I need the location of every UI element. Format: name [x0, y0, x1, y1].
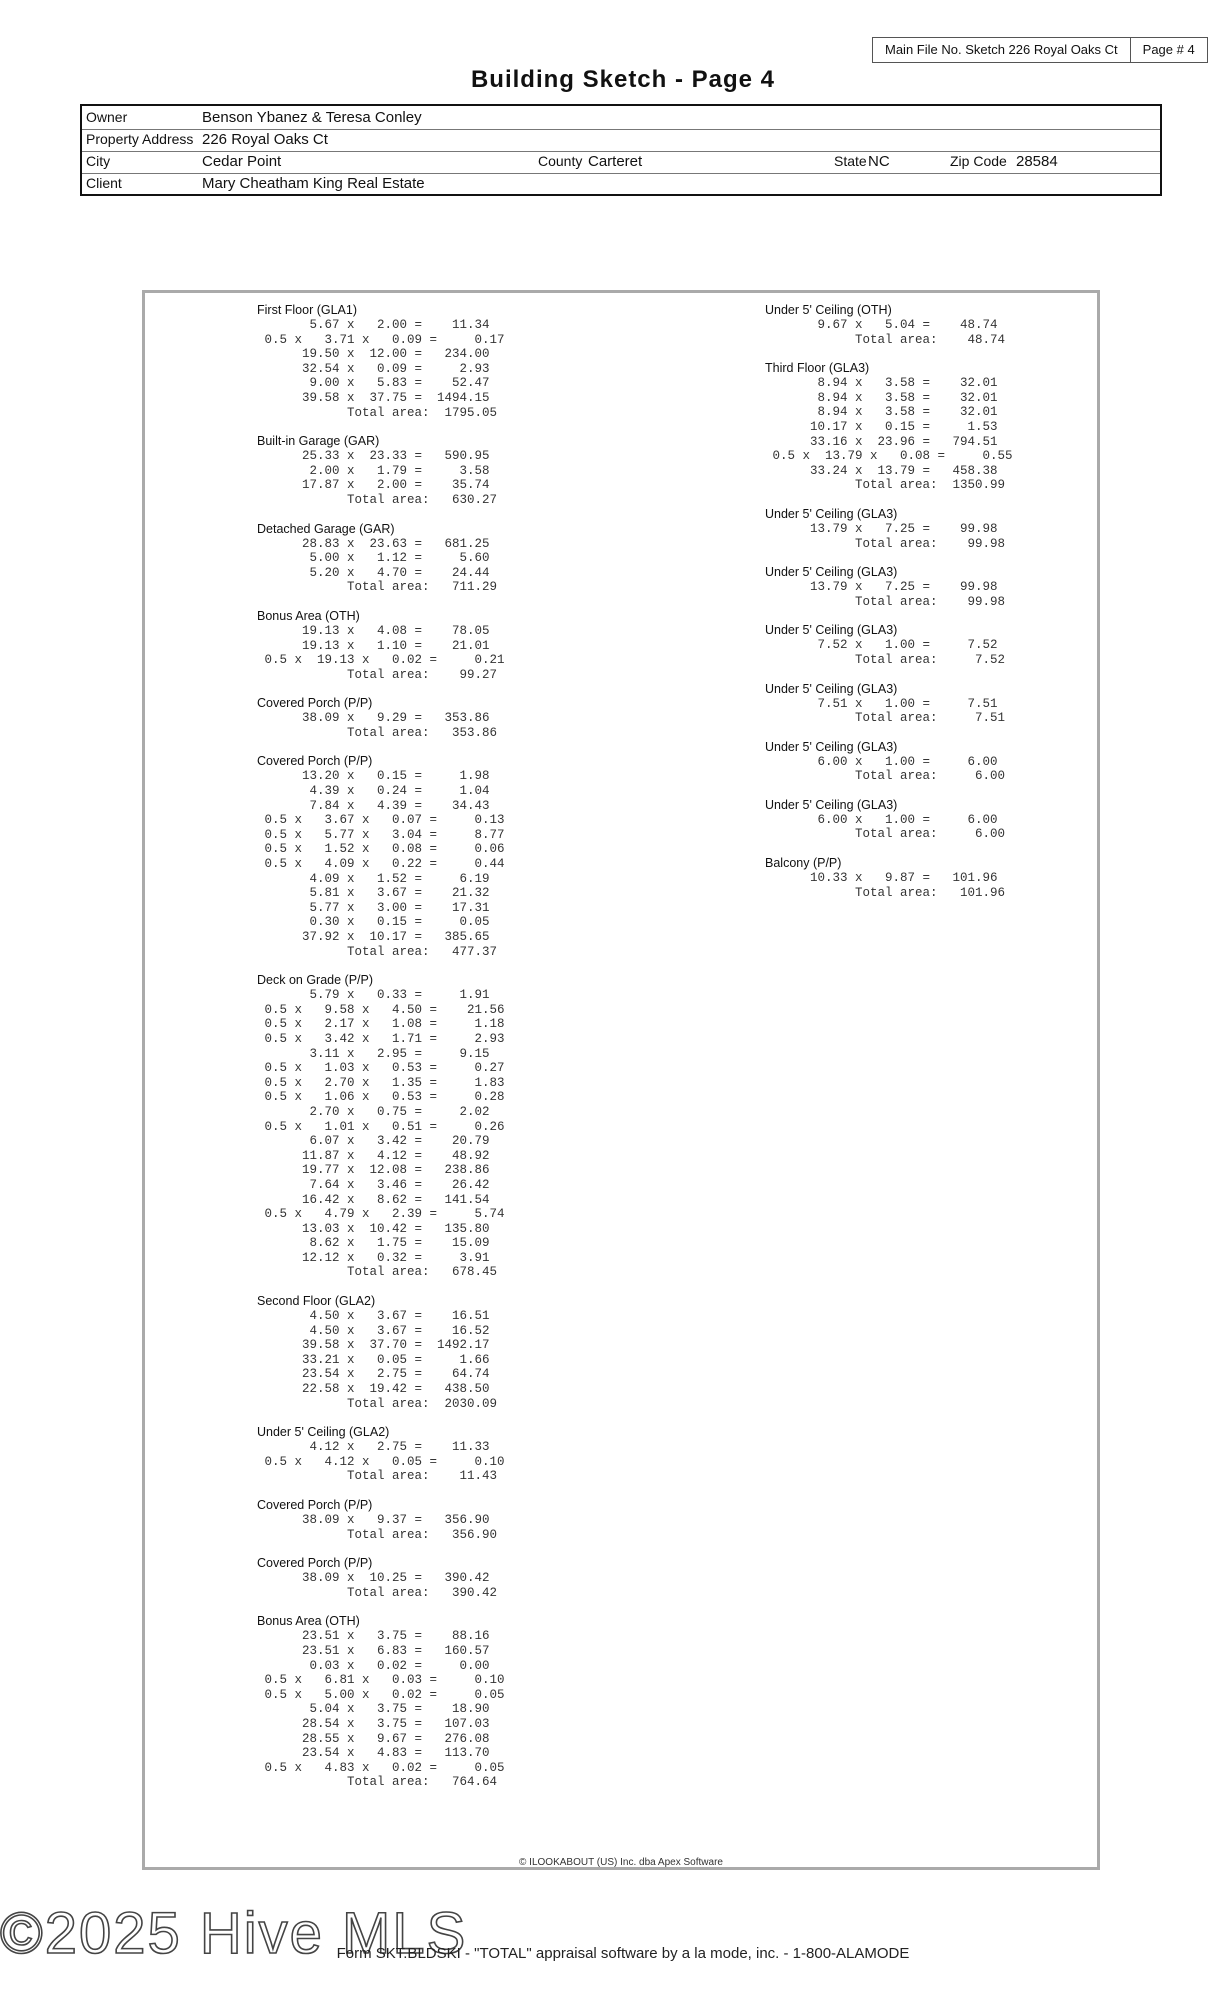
- area-calc-line: 0.5 x 4.79 x 2.39 = 5.74: [257, 1207, 505, 1222]
- area-calc-line: 0.5 x 5.00 x 0.02 = 0.05: [257, 1687, 505, 1702]
- state-label: State: [834, 153, 867, 169]
- area-block: [765, 623, 1013, 667]
- area-calc-line: Total area: 6.00: [765, 827, 1006, 842]
- area-block-title: Bonus Area (OTH): [257, 1614, 360, 1629]
- area-block-title: Under 5' Ceiling (GLA3): [765, 681, 898, 696]
- area-block: [257, 1498, 505, 1542]
- area-calc-line: 0.5 x 1.01 x 0.51 = 0.26: [257, 1119, 505, 1134]
- area-calc-line: 19.50 x 12.00 = 234.00: [257, 347, 490, 362]
- area-calc-line: 13.79 x 7.25 = 99.98: [765, 521, 998, 536]
- area-block-title: Covered Porch (P/P): [257, 1556, 373, 1571]
- owner-row: [82, 106, 1160, 130]
- area-calc-line: 0.5 x 2.17 x 1.08 = 1.18: [257, 1017, 505, 1032]
- area-calc-line: 23.51 x 3.75 = 88.16: [257, 1629, 490, 1644]
- area-calc-line: Total area: 390.42: [257, 1585, 498, 1600]
- area-calc-line: Total area: 630.27: [257, 492, 498, 507]
- area-calc-line: 0.5 x 5.77 x 3.04 = 8.77: [257, 827, 505, 842]
- area-calc-line: 7.51 x 1.00 = 7.51: [765, 696, 998, 711]
- area-block: [257, 303, 505, 420]
- area-calc-line: Total area: 7.52: [765, 652, 1006, 667]
- area-block-title: Under 5' Ceiling (GLA3): [765, 623, 898, 638]
- area-calc-line: 13.79 x 7.25 = 99.98: [765, 580, 998, 595]
- zip-label: Zip Code: [950, 153, 1007, 169]
- area-calc-line: 13.03 x 10.42 = 135.80: [257, 1221, 490, 1236]
- address-label: Property Address: [86, 131, 194, 147]
- area-block: [257, 973, 505, 1280]
- area-calc-line: 23.54 x 2.75 = 64.74: [257, 1367, 490, 1382]
- area-block: [765, 565, 1013, 609]
- area-block: [765, 856, 1013, 900]
- area-block: [765, 740, 1013, 784]
- area-column-left: [257, 303, 505, 1804]
- area-calc-line: 0.5 x 4.83 x 0.02 = 0.05: [257, 1760, 505, 1775]
- area-calc-line: Total area: 477.37: [257, 944, 498, 959]
- area-calc-line: 8.94 x 3.58 = 32.01: [765, 376, 998, 391]
- area-calc-line: 28.83 x 23.63 = 681.25: [257, 536, 490, 551]
- area-calc-line: 0.30 x 0.15 = 0.05: [257, 915, 490, 930]
- area-calc-line: 22.58 x 19.42 = 438.50: [257, 1382, 490, 1397]
- area-calc-line: 0.5 x 4.09 x 0.22 = 0.44: [257, 857, 505, 872]
- area-block: [257, 434, 505, 507]
- area-calc-line: 38.09 x 9.37 = 356.90: [257, 1513, 490, 1527]
- area-block-title: Covered Porch (P/P): [257, 696, 373, 711]
- area-calc-line: Total area: 11.43: [257, 1469, 498, 1484]
- area-calc-line: 0.03 x 0.02 = 0.00: [257, 1658, 490, 1673]
- area-block-title: Under 5' Ceiling (GLA3): [765, 506, 898, 521]
- client-label: Client: [86, 175, 122, 191]
- area-calc-line: 7.84 x 4.39 = 34.43: [257, 798, 490, 813]
- city-row: [82, 150, 1160, 174]
- county-label: County: [538, 153, 583, 169]
- area-block: [765, 361, 1013, 493]
- area-block: [257, 1556, 505, 1600]
- area-block-title: Under 5' Ceiling (GLA3): [765, 565, 898, 580]
- area-calc-line: 38.09 x 10.25 = 390.42: [257, 1571, 490, 1586]
- area-calc-line: 17.87 x 2.00 = 35.74: [257, 478, 490, 493]
- area-block: [765, 682, 1013, 726]
- county-value: Carteret: [588, 153, 643, 170]
- area-calc-line: 0.5 x 3.42 x 1.71 = 2.93: [257, 1031, 505, 1046]
- area-calc-line: Total area: 1795.05: [257, 405, 498, 420]
- area-block-title: Covered Porch (P/P): [257, 1498, 373, 1512]
- city-value: Cedar Point: [202, 153, 282, 170]
- area-block-title: Third Floor (GLA3): [765, 361, 870, 376]
- area-calc-line: 0.5 x 13.79 x 0.08 = 0.55: [765, 449, 1013, 464]
- area-calc-line: 33.21 x 0.05 = 1.66: [257, 1352, 490, 1367]
- state-value: NC: [868, 153, 890, 170]
- area-calc-line: 38.09 x 9.29 = 353.86: [257, 711, 490, 726]
- area-block: [257, 1425, 505, 1484]
- area-calc-line: 8.62 x 1.75 = 15.09: [257, 1236, 490, 1251]
- area-calc-line: 5.79 x 0.33 = 1.91: [257, 988, 490, 1003]
- area-calc-line: 0.5 x 9.58 x 4.50 = 21.56: [257, 1002, 505, 1017]
- area-calc-line: 12.12 x 0.32 = 3.91: [257, 1250, 490, 1265]
- area-calc-line: 4.39 x 0.24 = 1.04: [257, 784, 490, 799]
- area-calc-line: 6.00 x 1.00 = 6.00: [765, 754, 998, 769]
- file-info-box: [872, 37, 1208, 63]
- area-calc-line: 0.5 x 1.52 x 0.08 = 0.06: [257, 842, 505, 857]
- area-calc-line: 4.50 x 3.67 = 16.52: [257, 1323, 490, 1338]
- area-calc-line: 2.70 x 0.75 = 2.02: [257, 1104, 490, 1119]
- client-value: Mary Cheatham King Real Estate: [202, 175, 425, 192]
- area-calc-line: 28.54 x 3.75 = 107.03: [257, 1716, 490, 1731]
- area-block: [257, 609, 505, 682]
- area-calc-line: 10.33 x 9.87 = 101.96: [765, 871, 998, 886]
- area-calc-line: 6.07 x 3.42 = 20.79: [257, 1134, 490, 1149]
- area-calc-line: Total area: 101.96: [765, 885, 1006, 900]
- area-calc-line: 13.20 x 0.15 = 1.98: [257, 769, 490, 784]
- city-label: City: [86, 153, 111, 169]
- area-calc-line: 0.5 x 3.67 x 0.07 = 0.13: [257, 813, 505, 828]
- area-calc-line: 23.51 x 6.83 = 160.57: [257, 1643, 490, 1658]
- area-calc-line: Total area: 99.98: [765, 594, 1006, 609]
- main-file-number: Main File No. Sketch 226 Royal Oaks Ct: [885, 42, 1118, 57]
- area-block-title: Second Floor (GLA2): [257, 1294, 376, 1309]
- mls-watermark: ©2025 Hive MLS: [0, 1901, 468, 1966]
- area-calc-line: 33.16 x 23.96 = 794.51: [765, 434, 998, 449]
- area-calc-line: 0.5 x 3.71 x 0.09 = 0.17: [257, 332, 505, 347]
- area-calc-line: 9.67 x 5.04 = 48.74: [765, 318, 998, 332]
- area-calc-line: 5.81 x 3.67 = 21.32: [257, 886, 490, 901]
- area-calc-line: 0.5 x 2.70 x 1.35 = 1.83: [257, 1075, 505, 1090]
- area-calc-line: 10.17 x 0.15 = 1.53: [765, 419, 998, 434]
- client-row: [82, 172, 1160, 195]
- area-calc-line: 8.94 x 3.58 = 32.01: [765, 405, 998, 420]
- area-block-title: Under 5' Ceiling (GLA3): [765, 797, 898, 812]
- area-calc-line: Total area: 764.64: [257, 1775, 498, 1790]
- owner-value: Benson Ybanez & Teresa Conley: [202, 109, 422, 126]
- area-block: [257, 1294, 505, 1411]
- area-calc-line: 5.04 x 3.75 = 18.90: [257, 1702, 490, 1717]
- area-calc-line: 39.58 x 37.75 = 1494.15: [257, 390, 490, 405]
- area-calc-line: 5.77 x 3.00 = 17.31: [257, 900, 490, 915]
- area-block-title: Under 5' Ceiling (OTH): [765, 303, 892, 317]
- area-calc-line: Total area: 678.45: [257, 1265, 498, 1280]
- area-block-title: Under 5' Ceiling (GLA2): [257, 1425, 390, 1440]
- area-block-title: Under 5' Ceiling (GLA3): [765, 739, 898, 754]
- area-calc-line: 0.5 x 19.13 x 0.02 = 0.21: [257, 653, 505, 668]
- page-title: Building Sketch - Page 4: [470, 66, 776, 93]
- area-calc-line: Total area: 48.74: [765, 332, 1006, 347]
- area-block: [257, 522, 505, 595]
- area-calc-line: Total area: 2030.09: [257, 1396, 498, 1411]
- page-number: Page # 4: [1130, 38, 1207, 62]
- area-calc-line: 3.11 x 2.95 = 9.15: [257, 1046, 490, 1061]
- area-calc-line: Total area: 99.27: [257, 667, 498, 682]
- area-calc-line: 28.55 x 9.67 = 276.08: [257, 1731, 490, 1746]
- area-calc-line: Total area: 711.29: [257, 580, 498, 595]
- area-column-right: [765, 303, 1013, 914]
- area-calc-line: 5.00 x 1.12 = 5.60: [257, 551, 490, 566]
- area-calc-line: 11.87 x 4.12 = 48.92: [257, 1148, 490, 1163]
- area-block: [765, 303, 1013, 347]
- area-block: [257, 754, 505, 959]
- area-calc-line: 37.92 x 10.17 = 385.65: [257, 930, 490, 944]
- area-block-title: First Floor (GLA1): [257, 303, 358, 317]
- owner-label: Owner: [86, 109, 128, 125]
- area-calc-line: 39.58 x 37.70 = 1492.17: [257, 1338, 490, 1353]
- area-calc-line: 16.42 x 8.62 = 141.54: [257, 1192, 490, 1207]
- area-calc-line: 5.20 x 4.70 = 24.44: [257, 565, 490, 580]
- zip-value: 28584: [1016, 153, 1058, 170]
- area-calc-line: 25.33 x 23.33 = 590.95: [257, 449, 490, 464]
- area-calc-line: 4.12 x 2.75 = 11.33: [257, 1440, 490, 1455]
- area-calc-line: 23.54 x 4.83 = 113.70: [257, 1746, 490, 1761]
- area-calc-line: 0.5 x 6.81 x 0.03 = 0.10: [257, 1673, 505, 1688]
- area-block-title: Covered Porch (P/P): [257, 754, 373, 769]
- area-calc-line: 19.77 x 12.08 = 238.86: [257, 1163, 490, 1178]
- area-calc-line: 6.00 x 1.00 = 6.00: [765, 812, 998, 827]
- area-block-title: Built-in Garage (GAR): [257, 434, 380, 449]
- area-calc-line: 0.5 x 4.12 x 0.05 = 0.10: [257, 1454, 505, 1469]
- sketch-copyright: © ILOOKABOUT (US) Inc. dba Apex Software: [519, 1857, 723, 1867]
- area-calc-line: 0.5 x 1.03 x 0.53 = 0.27: [257, 1061, 505, 1076]
- area-calc-line: 32.54 x 0.09 = 2.93: [257, 361, 490, 376]
- area-block-title: Balcony (P/P): [765, 856, 842, 871]
- area-calc-line: Total area: 6.00: [765, 769, 1006, 784]
- area-calculation-frame: [142, 290, 1100, 1870]
- area-calc-line: Total area: 7.51: [765, 711, 1006, 726]
- area-calc-line: Total area: 353.86: [257, 725, 498, 740]
- form-footer: Form SKT.BLDSKI - "TOTAL" appraisal software by a la mode, inc. - 1-800-ALAMODE: [336, 1945, 910, 1962]
- area-calc-line: 33.24 x 13.79 = 458.38: [765, 463, 998, 478]
- area-block-title: Bonus Area (OTH): [257, 608, 360, 623]
- address-row: [82, 128, 1160, 152]
- area-calc-line: 5.67 x 2.00 = 11.34: [257, 318, 490, 332]
- area-block-title: Detached Garage (GAR): [257, 521, 395, 536]
- area-calc-line: 8.94 x 3.58 = 32.01: [765, 390, 998, 405]
- area-calc-line: Total area: 1350.99: [765, 478, 1006, 493]
- area-calc-line: 4.09 x 1.52 = 6.19: [257, 871, 490, 886]
- area-calc-line: Total area: 356.90: [257, 1527, 498, 1542]
- area-calc-line: 19.13 x 4.08 = 78.05: [257, 623, 490, 638]
- area-calc-line: 4.50 x 3.67 = 16.51: [257, 1309, 490, 1324]
- area-calc-line: 7.64 x 3.46 = 26.42: [257, 1177, 490, 1192]
- property-header-table: [80, 104, 1162, 196]
- area-calc-line: 19.13 x 1.10 = 21.01: [257, 638, 490, 653]
- area-block-title: Deck on Grade (P/P): [257, 973, 374, 988]
- area-calc-line: 2.00 x 1.79 = 3.58: [257, 463, 490, 478]
- area-block: [765, 798, 1013, 842]
- area-calc-line: Total area: 99.98: [765, 536, 1006, 551]
- area-calc-line: 9.00 x 5.83 = 52.47: [257, 376, 490, 391]
- area-block: [765, 507, 1013, 551]
- area-calc-line: 0.5 x 1.06 x 0.53 = 0.28: [257, 1090, 505, 1105]
- area-block: [257, 696, 505, 740]
- address-value: 226 Royal Oaks Ct: [202, 131, 328, 148]
- area-block: [257, 1614, 505, 1790]
- area-calc-line: 7.52 x 1.00 = 7.52: [765, 638, 998, 653]
